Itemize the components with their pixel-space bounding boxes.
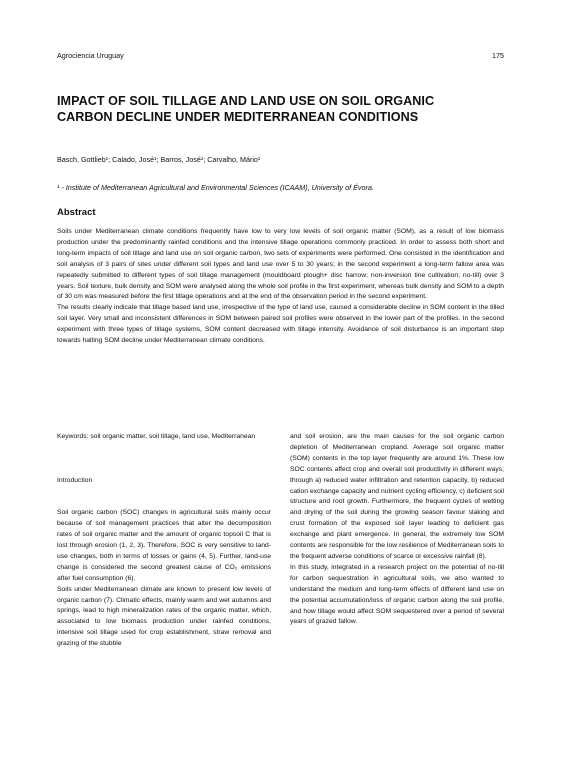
body-paragraph: Soils under Mediterranean climate are known to present low levels of organic carbon (7). Climatic effects, mainly warm and wet autumns and springs, lead to high mineralization rates of the organic matter, which, associated to low biomass production under rainfed conditions, intensive soil tillage used for crop establishment, straw removal and grazing of the stubble (57, 585, 271, 648)
running-header (57, 51, 504, 60)
author-list: Basch, Gottlieb¹; Calado, José¹; Barros, José¹; Carvalho, Mário¹ (57, 155, 261, 164)
keywords: Keywords: soil organic matter, soil tillage, land use, Mediterranean (57, 433, 256, 440)
title-line-1: IMPACT OF SOIL TILLAGE AND LAND USE ON SOIL ORGANIC (57, 94, 435, 108)
affiliation: ¹ - Institute of Mediterranean Agricultural and Environmental Sciences (ICAAM), University of Évora. (57, 183, 374, 192)
introduction-heading: Introduction (57, 476, 93, 484)
right-column (290, 432, 504, 628)
abstract-body (57, 227, 504, 347)
journal-name: Agrociencia Uruguay (57, 51, 124, 60)
body-paragraph: In this study, integrated in a research project on the potential of no-till for carbon sequestration in agricultural soils, we also wanted to understand the medium and long-term effects of different land use on the potential accumulation/loss of organic carbon along the soil profile, and how tillage would affect SOM sequestered over a period of several years of grazed fallow. (290, 563, 504, 626)
paper-title (57, 94, 497, 125)
title-line-2: CARBON DECLINE UNDER MEDITERRANEAN CONDITIONS (57, 109, 419, 124)
left-column (57, 432, 271, 650)
page-number: 175 (492, 51, 504, 60)
body-paragraph: Soil organic carbon (SOC) changes in agricultural soils mainly occur because of soil management practices that alter the decomposition rates of soil organic matter and the amount of organic topsoil C that is lost through erosion (1, 2, 3). Therefore, SOC is very sensitive to land-use changes, both in terms of losses or gains (4, 5). Further, land-use change is considered the second greatest cause of CO₂ emissions after fuel consumption (6). (57, 509, 271, 582)
abstract-heading: Abstract (57, 207, 96, 218)
abstract-paragraph: The results clearly indicate that tillage based land use, irrespective of the type of land use, caused a considerable decline in SOM content in the tilled soil layer. Very small and inconsistent differences in SOM between paired soil profiles were observed in the lower part of the profiles. In the second experiment with three types of tillage systems, SOM content decreased with tillage intensity. Avoidance of soil disturbance is an important step towards halting SOM decline under Mediterranean climate conditions. (57, 304, 504, 345)
body-paragraph: and soil erosion, are the main causes for the soil organic carbon depletion of Mediterranean cropland. Average soil organic matter (SOM) contents in the top layer frequently are around 1%. These low SOC contents affect crop and overall soil productivity in different ways; through a) reduced water infiltration and retention capacity, b) reduced cation exchange capacity and nutrient cycling efficiency, c) deficient soil structure and root growth. Furthermore, the frequent cycles of wetting and drying of the soil during the growing season favour slaking and crust formation of the exposed soil layer leading to deficient gas exchange and plant emergence. In general, the extremely low SOM contents are responsible for the low resilience of Mediterranean soils to the frequent adverse conditions of scarce or excessive rainfall (8). (290, 433, 504, 560)
abstract-paragraph: Soils under Mediterranean climate conditions frequently have low to very low levels of soil organic matter (SOM), as a result of low biomass production under the predominantly rainfed conditions and the intensive tillage operations commonly practiced. In order to assess both short and long-term impacts of soil tillage and land use on soil organic carbon, two sets of experiments were performed. One consisted in the identification and soil analysis of 3 pairs of sites under different soil types and land use over 5 to 30 years; in the second experiment a long-term fallow area was repeatedly submitted to different types of soil tillage management (mouldboard plough+ disc harrow; non-inversion tine cultivation; no-till) over 3 years. Soil texture, bulk density and SOM were analysed along the whole soil profile in the first experiment, whereas bulk density and SOM to a depth of 30 cm was measured before the first tillage operations and at the end of the observation period in the second experiment. (57, 228, 504, 301)
